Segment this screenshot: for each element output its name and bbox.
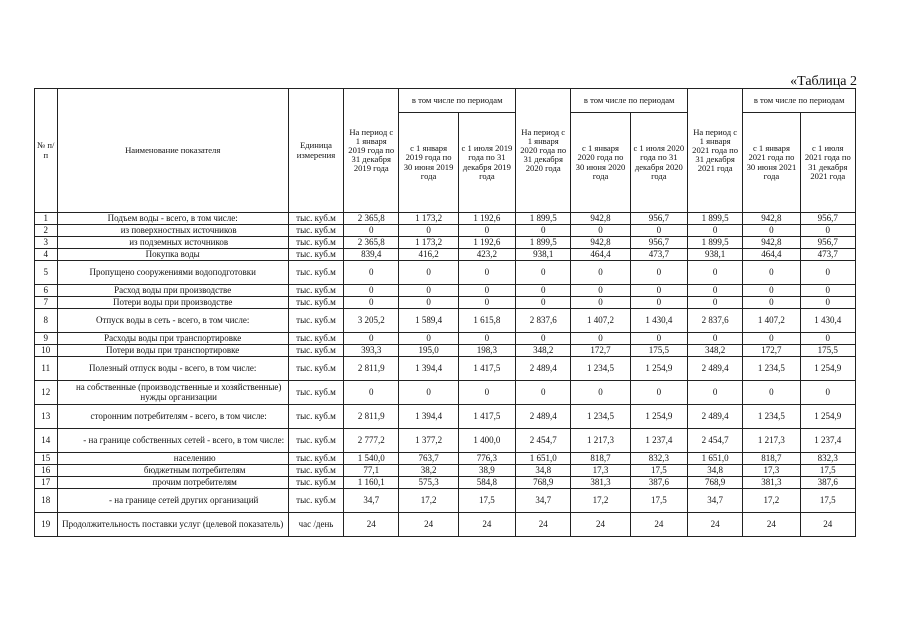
value-2019-h1: 0 (399, 297, 458, 309)
value-2021-total: 24 (688, 513, 743, 537)
value-2019-h1: 1 173,2 (399, 237, 458, 249)
indicator-name: Расход воды при производстве (57, 285, 288, 297)
value-2021-h2: 956,7 (800, 213, 855, 225)
value-2020-total: 0 (516, 285, 571, 297)
value-2020-total: 2 837,6 (516, 309, 571, 333)
value-2020-h2: 0 (630, 261, 687, 285)
value-2020-h2: 1 237,4 (630, 429, 687, 453)
value-2020-h1: 1 234,5 (571, 405, 630, 429)
value-2021-total: 2 837,6 (688, 309, 743, 333)
value-2020-h2: 387,6 (630, 477, 687, 489)
value-2020-h2: 0 (630, 297, 687, 309)
header-num: № п/п (35, 89, 58, 213)
indicator-name: Расходы воды при транспортировке (57, 333, 288, 345)
value-2020-total: 938,1 (516, 249, 571, 261)
value-2019-h1: 1 173,2 (399, 213, 458, 225)
value-2021-h1: 17,3 (743, 465, 800, 477)
value-2019-total: 77,1 (344, 465, 399, 477)
table-row (35, 381, 856, 405)
unit-cell: тыс. куб.м (288, 453, 343, 465)
value-2021-h2: 24 (800, 513, 855, 537)
unit-cell: тыс. куб.м (288, 489, 343, 513)
value-2019-h1: 0 (399, 285, 458, 297)
unit-cell: тыс. куб.м (288, 333, 343, 345)
value-2019-total: 1 540,0 (344, 453, 399, 465)
value-2021-h1: 942,8 (743, 237, 800, 249)
value-2019-h1: 416,2 (399, 249, 458, 261)
value-2021-h2: 0 (800, 261, 855, 285)
value-2019-total: 2 811,9 (344, 405, 399, 429)
value-2021-h1: 818,7 (743, 453, 800, 465)
value-2020-h1: 1 407,2 (571, 309, 630, 333)
indicator-name: Подъем воды - всего, в том числе: (57, 213, 288, 225)
value-2021-total: 768,9 (688, 477, 743, 489)
table-row (35, 489, 856, 513)
header-incl-2021: в том числе по периодам (743, 89, 856, 113)
value-2020-total: 0 (516, 333, 571, 345)
header-h1-2019: с 1 января 2019 года по 30 июня 2019 года (399, 113, 458, 213)
value-2019-h1: 763,7 (399, 453, 458, 465)
value-2021-h2: 175,5 (800, 345, 855, 357)
header-h2-2021: с 1 июля 2021 года по 31 декабря 2021 года (800, 113, 855, 213)
value-2019-h2: 24 (458, 513, 515, 537)
indicator-name: - на границе собственных сетей - всего, в том числе: (57, 429, 288, 453)
row-number: 10 (35, 345, 58, 357)
value-2019-h2: 0 (458, 261, 515, 285)
value-2020-h2: 0 (630, 225, 687, 237)
table-row (35, 297, 856, 309)
value-2019-h2: 1 400,0 (458, 429, 515, 453)
row-number: 14 (35, 429, 58, 453)
unit-cell: тыс. куб.м (288, 429, 343, 453)
value-2021-total: 938,1 (688, 249, 743, 261)
indicator-name: на собственные (производственные и хозяйственные) нужды организации (57, 381, 288, 405)
value-2020-h1: 0 (571, 225, 630, 237)
indicator-name: Отпуск воды в сеть - всего, в том числе: (57, 309, 288, 333)
indicator-name: из поверхностных источников (57, 225, 288, 237)
value-2021-total: 34,7 (688, 489, 743, 513)
value-2019-total: 839,4 (344, 249, 399, 261)
header-h2-2019: с 1 июля 2019 года по 31 декабря 2019 года (458, 113, 515, 213)
value-2020-h2: 832,3 (630, 453, 687, 465)
header-incl-2019: в том числе по периодам (399, 89, 516, 113)
value-2019-total: 1 160,1 (344, 477, 399, 489)
header-h2-2020: с 1 июля 2020 года по 31 декабря 2020 года (630, 113, 687, 213)
header-total-2021: На период с 1 января 2021 года по 31 декабря 2021 года (688, 89, 743, 213)
value-2020-total: 24 (516, 513, 571, 537)
value-2019-h1: 0 (399, 381, 458, 405)
value-2020-h1: 942,8 (571, 213, 630, 225)
value-2019-h1: 1 394,4 (399, 405, 458, 429)
value-2021-h2: 0 (800, 285, 855, 297)
value-2019-h2: 584,8 (458, 477, 515, 489)
value-2021-total: 1 899,5 (688, 213, 743, 225)
value-2019-total: 393,3 (344, 345, 399, 357)
unit-cell: тыс. куб.м (288, 477, 343, 489)
value-2021-h2: 473,7 (800, 249, 855, 261)
value-2020-h1: 17,2 (571, 489, 630, 513)
value-2021-total: 0 (688, 333, 743, 345)
value-2021-h1: 1 217,3 (743, 429, 800, 453)
row-number: 2 (35, 225, 58, 237)
indicator-name: Покупка воды (57, 249, 288, 261)
value-2019-h2: 0 (458, 381, 515, 405)
table-body (35, 213, 856, 537)
value-2019-h1: 1 377,2 (399, 429, 458, 453)
indicator-name: Потери воды при производстве (57, 297, 288, 309)
value-2020-total: 0 (516, 225, 571, 237)
table-row (35, 453, 856, 465)
value-2021-total: 0 (688, 225, 743, 237)
value-2020-h2: 0 (630, 333, 687, 345)
value-2021-total: 0 (688, 285, 743, 297)
value-2021-total: 34,8 (688, 465, 743, 477)
indicator-name: бюджетным потребителям (57, 465, 288, 477)
table-row (35, 345, 856, 357)
row-number: 15 (35, 453, 58, 465)
value-2020-h2: 956,7 (630, 237, 687, 249)
value-2021-h1: 0 (743, 225, 800, 237)
unit-cell: час /день (288, 513, 343, 537)
value-2019-total: 2 777,2 (344, 429, 399, 453)
value-2019-h2: 198,3 (458, 345, 515, 357)
header-unit: Единица измерения (288, 89, 343, 213)
value-2020-h2: 956,7 (630, 213, 687, 225)
value-2020-total: 1 899,5 (516, 237, 571, 249)
unit-cell: тыс. куб.м (288, 261, 343, 285)
value-2020-h2: 17,5 (630, 465, 687, 477)
row-number: 4 (35, 249, 58, 261)
value-2019-h2: 1 192,6 (458, 237, 515, 249)
table-row (35, 225, 856, 237)
row-number: 17 (35, 477, 58, 489)
row-number: 6 (35, 285, 58, 297)
table-row (35, 357, 856, 381)
value-2020-h1: 381,3 (571, 477, 630, 489)
value-2021-total: 348,2 (688, 345, 743, 357)
indicator-name: Полезный отпуск воды - всего, в том числе: (57, 357, 288, 381)
value-2021-h2: 17,5 (800, 465, 855, 477)
unit-cell: тыс. куб.м (288, 381, 343, 405)
value-2021-h1: 464,4 (743, 249, 800, 261)
value-2020-h1: 1 234,5 (571, 357, 630, 381)
value-2020-h1: 0 (571, 285, 630, 297)
value-2019-total: 34,7 (344, 489, 399, 513)
row-number: 13 (35, 405, 58, 429)
table-row (35, 333, 856, 345)
value-2019-h2: 38,9 (458, 465, 515, 477)
value-2020-h1: 464,4 (571, 249, 630, 261)
value-2020-h1: 0 (571, 261, 630, 285)
indicator-name: населению (57, 453, 288, 465)
header-incl-2020: в том числе по периодам (571, 89, 688, 113)
value-2021-h1: 0 (743, 261, 800, 285)
value-2021-total: 0 (688, 297, 743, 309)
value-2021-total: 1 651,0 (688, 453, 743, 465)
value-2019-h1: 195,0 (399, 345, 458, 357)
header-total-2020: На период с 1 января 2020 года по 31 декабря 2020 года (516, 89, 571, 213)
table-caption: «Таблица 2 (790, 74, 857, 89)
value-2020-h2: 24 (630, 513, 687, 537)
value-2019-total: 0 (344, 225, 399, 237)
unit-cell: тыс. куб.м (288, 285, 343, 297)
indicator-name: из подземных источников (57, 237, 288, 249)
value-2021-total: 2 454,7 (688, 429, 743, 453)
value-2021-total: 1 899,5 (688, 237, 743, 249)
value-2020-h2: 17,5 (630, 489, 687, 513)
value-2019-h1: 17,2 (399, 489, 458, 513)
indicator-name: Пропущено сооружениями водоподготовки (57, 261, 288, 285)
value-2021-h1: 0 (743, 381, 800, 405)
value-2019-h2: 1 417,5 (458, 357, 515, 381)
value-2019-total: 0 (344, 333, 399, 345)
value-2020-total: 2 454,7 (516, 429, 571, 453)
value-2019-total: 2 365,8 (344, 213, 399, 225)
value-2019-total: 0 (344, 297, 399, 309)
value-2021-h2: 1 254,9 (800, 405, 855, 429)
value-2020-total: 34,7 (516, 489, 571, 513)
value-2020-h2: 0 (630, 285, 687, 297)
value-2019-h1: 1 589,4 (399, 309, 458, 333)
value-2019-total: 24 (344, 513, 399, 537)
row-number: 5 (35, 261, 58, 285)
value-2019-total: 0 (344, 261, 399, 285)
value-2020-h2: 473,7 (630, 249, 687, 261)
row-number: 8 (35, 309, 58, 333)
value-2020-h1: 1 217,3 (571, 429, 630, 453)
value-2020-h2: 1 254,9 (630, 405, 687, 429)
table-row (35, 477, 856, 489)
value-2021-h1: 1 407,2 (743, 309, 800, 333)
value-2020-h1: 0 (571, 297, 630, 309)
table-row (35, 249, 856, 261)
value-2020-h1: 818,7 (571, 453, 630, 465)
value-2021-h2: 0 (800, 381, 855, 405)
header-h1-2020: с 1 января 2020 года по 30 июня 2020 года (571, 113, 630, 213)
indicator-name: - на границе сетей других организаций (57, 489, 288, 513)
value-2021-h2: 832,3 (800, 453, 855, 465)
value-2019-total: 2 811,9 (344, 357, 399, 381)
value-2019-h2: 0 (458, 297, 515, 309)
value-2019-h1: 1 394,4 (399, 357, 458, 381)
value-2020-h2: 0 (630, 381, 687, 405)
header-name: Наименование показателя (57, 89, 288, 213)
row-number: 12 (35, 381, 58, 405)
value-2019-total: 0 (344, 285, 399, 297)
row-number: 11 (35, 357, 58, 381)
value-2021-total: 2 489,4 (688, 405, 743, 429)
table-row (35, 309, 856, 333)
value-2020-h1: 0 (571, 381, 630, 405)
indicator-name: сторонним потребителям - всего, в том числе: (57, 405, 288, 429)
value-2019-h2: 0 (458, 333, 515, 345)
value-2020-h1: 942,8 (571, 237, 630, 249)
unit-cell: тыс. куб.м (288, 213, 343, 225)
value-2019-total: 3 205,2 (344, 309, 399, 333)
table-row (35, 429, 856, 453)
value-2019-h2: 17,5 (458, 489, 515, 513)
value-2021-h2: 1 254,9 (800, 357, 855, 381)
value-2019-total: 2 365,8 (344, 237, 399, 249)
value-2021-h2: 387,6 (800, 477, 855, 489)
row-number: 1 (35, 213, 58, 225)
unit-cell: тыс. куб.м (288, 345, 343, 357)
indicator-name: Продолжительность поставки услуг (целевой показатель) (57, 513, 288, 537)
row-number: 16 (35, 465, 58, 477)
value-2019-h1: 0 (399, 225, 458, 237)
value-2021-h2: 0 (800, 225, 855, 237)
value-2020-h2: 1 254,9 (630, 357, 687, 381)
table-row (35, 465, 856, 477)
value-2019-total: 0 (344, 381, 399, 405)
row-number: 19 (35, 513, 58, 537)
value-2019-h2: 1 615,8 (458, 309, 515, 333)
value-2021-h2: 1 237,4 (800, 429, 855, 453)
value-2020-total: 768,9 (516, 477, 571, 489)
value-2020-h1: 24 (571, 513, 630, 537)
value-2019-h2: 1 192,6 (458, 213, 515, 225)
value-2021-total: 2 489,4 (688, 357, 743, 381)
value-2019-h1: 575,3 (399, 477, 458, 489)
table-row (35, 213, 856, 225)
table-row (35, 405, 856, 429)
table-row (35, 285, 856, 297)
row-number: 3 (35, 237, 58, 249)
value-2021-h2: 956,7 (800, 237, 855, 249)
value-2021-total: 0 (688, 261, 743, 285)
value-2020-total: 0 (516, 381, 571, 405)
unit-cell: тыс. куб.м (288, 357, 343, 381)
value-2020-total: 2 489,4 (516, 357, 571, 381)
value-2019-h1: 38,2 (399, 465, 458, 477)
value-2020-total: 1 899,5 (516, 213, 571, 225)
unit-cell: тыс. куб.м (288, 465, 343, 477)
value-2021-h2: 0 (800, 297, 855, 309)
header-h1-2021: с 1 января 2021 года по 30 июня 2021 года (743, 113, 800, 213)
value-2020-total: 0 (516, 261, 571, 285)
header-total-2019: На период с 1 января 2019 года по 31 декабря 2019 года (344, 89, 399, 213)
value-2020-h2: 1 430,4 (630, 309, 687, 333)
value-2021-h1: 0 (743, 297, 800, 309)
value-2019-h2: 423,2 (458, 249, 515, 261)
value-2019-h1: 24 (399, 513, 458, 537)
unit-cell: тыс. куб.м (288, 237, 343, 249)
value-2019-h2: 0 (458, 285, 515, 297)
value-2021-total: 0 (688, 381, 743, 405)
value-2020-h1: 0 (571, 333, 630, 345)
value-2019-h2: 1 417,5 (458, 405, 515, 429)
unit-cell: тыс. куб.м (288, 405, 343, 429)
row-number: 9 (35, 333, 58, 345)
table-row (35, 513, 856, 537)
value-2020-total: 0 (516, 297, 571, 309)
value-2020-h2: 175,5 (630, 345, 687, 357)
value-2021-h1: 1 234,5 (743, 357, 800, 381)
value-2020-total: 1 651,0 (516, 453, 571, 465)
value-2021-h2: 1 430,4 (800, 309, 855, 333)
row-number: 7 (35, 297, 58, 309)
value-2021-h2: 17,5 (800, 489, 855, 513)
value-2020-h1: 172,7 (571, 345, 630, 357)
value-2021-h1: 24 (743, 513, 800, 537)
value-2019-h2: 776,3 (458, 453, 515, 465)
value-2021-h1: 172,7 (743, 345, 800, 357)
unit-cell: тыс. куб.м (288, 249, 343, 261)
value-2019-h1: 0 (399, 333, 458, 345)
value-2020-total: 34,8 (516, 465, 571, 477)
value-2021-h1: 17,2 (743, 489, 800, 513)
value-2021-h2: 0 (800, 333, 855, 345)
value-2019-h1: 0 (399, 261, 458, 285)
value-2020-total: 348,2 (516, 345, 571, 357)
value-2020-h1: 17,3 (571, 465, 630, 477)
unit-cell: тыс. куб.м (288, 309, 343, 333)
value-2019-h2: 0 (458, 225, 515, 237)
indicator-name: Потери воды при транспортировке (57, 345, 288, 357)
value-2021-h1: 381,3 (743, 477, 800, 489)
row-number: 18 (35, 489, 58, 513)
indicators-table (34, 88, 856, 537)
table-row (35, 237, 856, 249)
value-2021-h1: 1 234,5 (743, 405, 800, 429)
value-2021-h1: 0 (743, 333, 800, 345)
value-2020-total: 2 489,4 (516, 405, 571, 429)
table-row (35, 261, 856, 285)
value-2021-h1: 942,8 (743, 213, 800, 225)
value-2021-h1: 0 (743, 285, 800, 297)
unit-cell: тыс. куб.м (288, 225, 343, 237)
unit-cell: тыс. куб.м (288, 297, 343, 309)
indicator-name: прочим потребителям (57, 477, 288, 489)
